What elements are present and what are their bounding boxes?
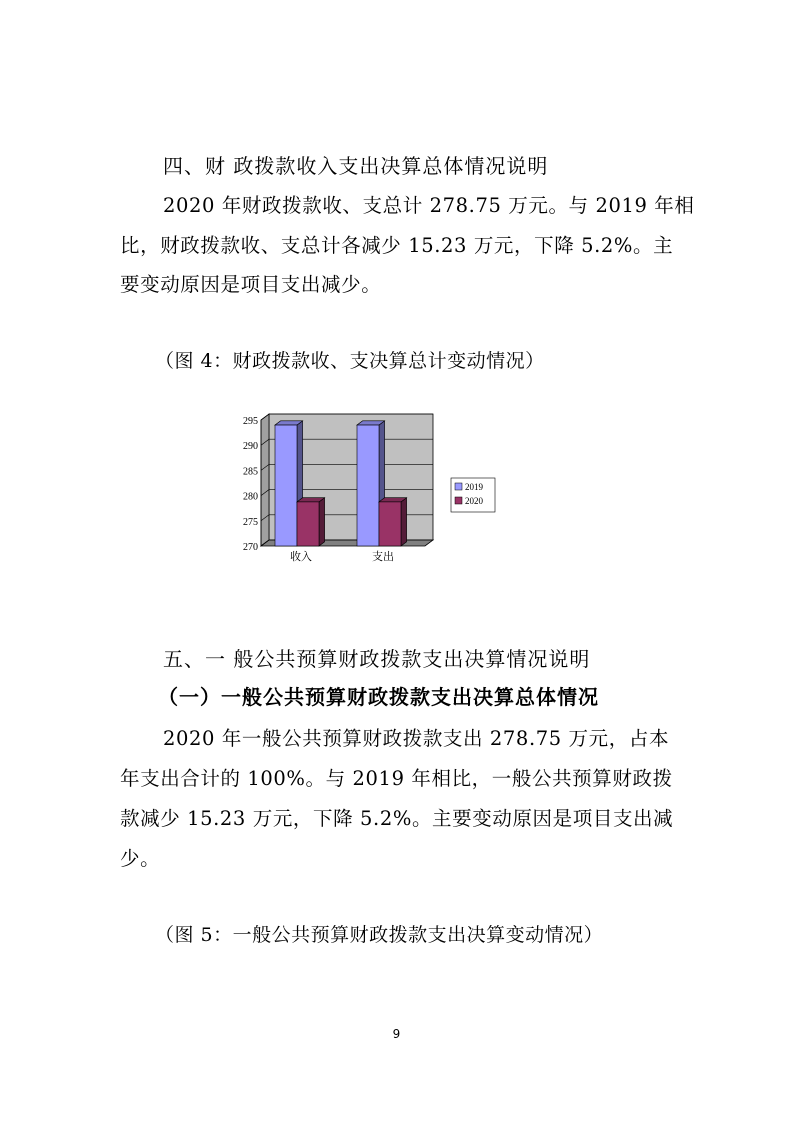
section5-subheading: （一）一般公共预算财政拨款支出决算总体情况 (158, 685, 599, 709)
section5-line-4: 少。 (120, 847, 161, 870)
y-tick-label: 270 (243, 542, 258, 553)
section5-heading: 五、一 般公共预算财政拨款支出决算情况说明 (163, 647, 591, 671)
x-tick-label: 收入 (290, 550, 312, 563)
bar-2019-收入 (275, 425, 297, 546)
bar-2020-支出 (379, 502, 401, 546)
legend-label: 2019 (465, 482, 483, 492)
bar-side-2020-1 (401, 498, 407, 546)
y-tick-label: 285 (243, 466, 258, 478)
section4-line-2: 比，财政拨款收、支总计各减少 15.23 万元，下降 5.2%。主 (120, 234, 674, 257)
y-tick-label: 290 (243, 441, 258, 453)
chart-side-wall (261, 414, 269, 546)
x-tick-label: 支出 (372, 550, 394, 563)
section4-heading: 四、财 政拨款收入支出决算总体情况说明 (163, 154, 549, 178)
section4-line-1: 2020 年财政拨款收、支总计 278.75 万元。与 2019 年相 (163, 194, 695, 217)
bar-2020-收入 (297, 502, 319, 546)
figure5-caption: （图 5：一般公共预算财政拨款支出决算变动情况） (155, 924, 604, 946)
bar-2019-支出 (357, 425, 379, 546)
y-tick-label: 275 (243, 516, 258, 528)
section4-line-3: 要变动原因是项目支出减少。 (120, 273, 382, 296)
section5-line-3: 款减少 15.23 万元，下降 5.2%。主要变动原因是项目支出减 (120, 807, 674, 830)
section5-line-1: 2020 年一般公共预算财政拨款支出 278.75 万元，占本 (163, 727, 670, 750)
legend-label: 2020 (465, 496, 483, 506)
figure4-bar-chart (225, 412, 515, 572)
figure4-caption: （图 4：财政拨款收、支决算总计变动情况） (155, 350, 545, 372)
section5-line-2: 年支出合计的 100%。与 2019 年相比，一般公共预算财政拨 (120, 767, 673, 790)
legend-swatch-2020 (455, 497, 462, 504)
bar-side-2020-0 (319, 498, 325, 546)
y-tick-label: 295 (243, 416, 258, 427)
y-tick-label: 280 (243, 491, 258, 503)
page-number: 9 (392, 1027, 401, 1041)
legend-swatch-2019 (455, 483, 462, 490)
